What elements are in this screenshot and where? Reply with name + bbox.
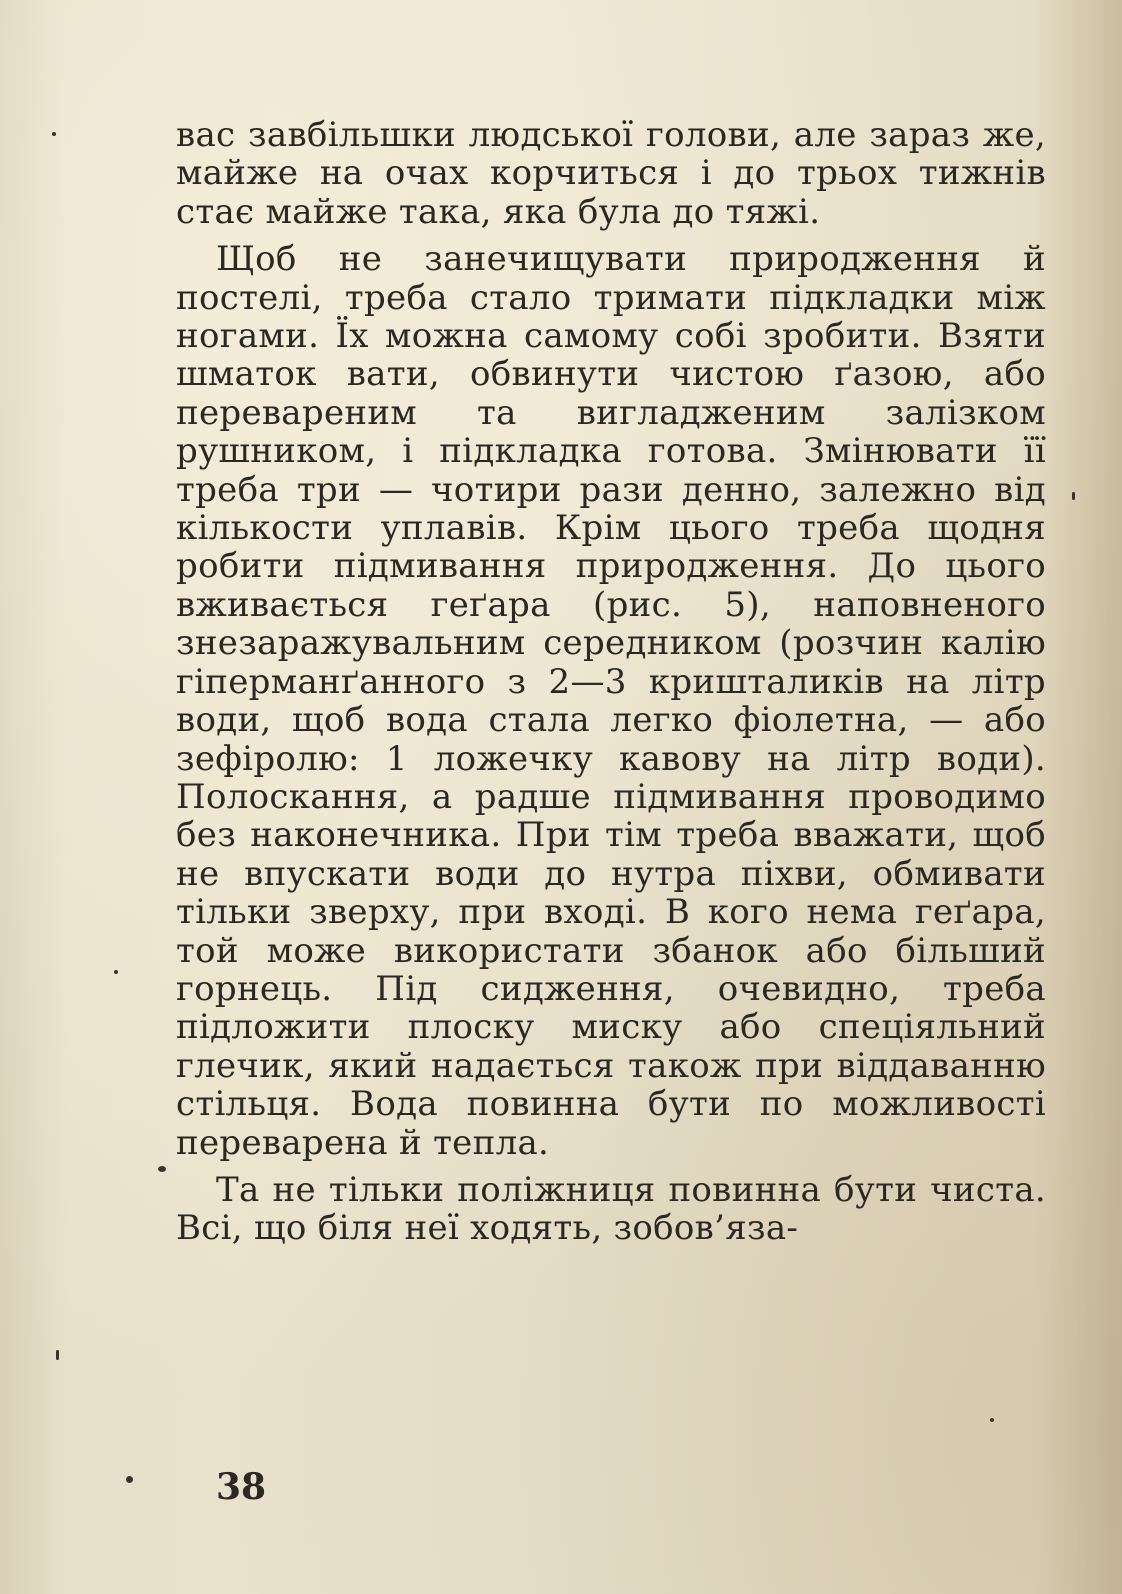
print-speck xyxy=(990,1418,994,1422)
print-speck xyxy=(56,1350,59,1360)
print-speck xyxy=(1072,492,1075,500)
print-speck xyxy=(126,1476,133,1483)
body-text xyxy=(176,116,1046,1248)
paragraph-2: Щоб не занечищувати природження й постелі, треба стало тримати підкладки між ногами. Їх можна самому собі зробити. Взяти шматок вати, обвинути чистою ґазою, або перевареним та вигладженим залізком рушником, і підкладка готова. Змінювати її треба три — чотири рази денно, залежно від кількости уплавів. Крім цього треба щодня робити підмивання природження. До цього вживається геґара (рис. 5), наповненого знезаражувальним середником (розчин калію гіперманґанного з 2—3 кришталиків на літр води, щоб вода стала легко фіолетна, — або зефіролю: 1 ложечку кавову на літр води). Полоскання, а радше підмивання проводимо без наконечника. При тім треба вважати, щоб не впускати води до нутра піхви, обмивати тільки зверху, при вході. В кого нема геґара, той може використати збанок або більший горнець. Під сидження, очевидно, треба підложити плоску миску або спеціяльний глечик, який надається також при віддаванню стільця. Вода повинна бути по можливості переварена й тепла. xyxy=(176,239,1046,1163)
paragraph-1: вас завбільшки людської голови, але зараз же, майже на очах корчиться і до трьох тижнів стає майже така, яка була до тяжі. xyxy=(176,115,1046,232)
paragraph-3: Та не тільки поліжниця повинна бути чиста. Всі, що біля неї ходять, зобов’яза- xyxy=(176,1169,1046,1249)
print-speck xyxy=(158,1166,166,1172)
print-speck xyxy=(52,132,56,136)
page-number: 38 xyxy=(216,1466,267,1508)
print-speck xyxy=(114,970,118,974)
